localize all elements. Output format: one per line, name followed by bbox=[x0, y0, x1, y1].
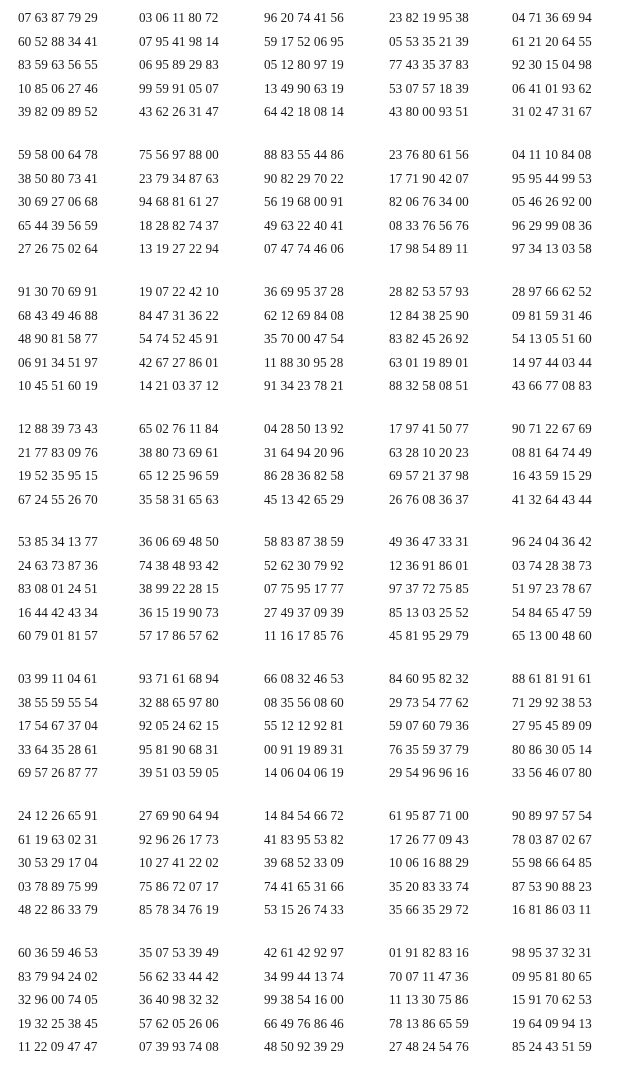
number-group: 23 76 80 61 56 bbox=[389, 147, 469, 162]
number-group: 08 81 64 74 49 bbox=[512, 444, 592, 460]
number-group: 69 57 26 87 77 bbox=[18, 765, 98, 780]
number-group: 11 13 30 75 86 bbox=[389, 992, 469, 1007]
number-group: 26 76 08 36 37 bbox=[389, 491, 469, 507]
number-group: 36 40 98 32 32 bbox=[139, 992, 219, 1007]
number-row bbox=[0, 530, 629, 554]
number-group: 61 95 87 71 00 bbox=[389, 808, 469, 823]
number-group: 14 21 03 37 12 bbox=[139, 378, 219, 393]
number-group: 95 95 44 99 53 bbox=[512, 170, 592, 186]
number-group: 35 70 00 47 54 bbox=[264, 331, 344, 346]
number-group: 29 54 96 96 16 bbox=[389, 765, 469, 780]
number-group: 96 29 99 08 36 bbox=[512, 217, 592, 233]
number-group: 08 33 76 56 76 bbox=[389, 217, 469, 233]
number-group: 65 02 76 11 84 bbox=[139, 421, 219, 436]
number-group: 54 74 52 45 91 bbox=[139, 331, 219, 346]
number-group: 65 12 25 96 59 bbox=[139, 468, 219, 483]
number-group: 90 89 97 57 54 bbox=[512, 808, 592, 823]
number-group: 14 06 04 06 19 bbox=[264, 765, 344, 780]
number-group: 42 67 27 86 01 bbox=[139, 354, 219, 370]
number-group: 75 56 97 88 00 bbox=[139, 147, 219, 162]
number-group: 58 83 87 38 59 bbox=[264, 534, 344, 549]
number-group: 69 57 21 37 98 bbox=[389, 468, 469, 483]
number-group: 70 07 11 47 36 bbox=[389, 968, 469, 984]
number-block-8 bbox=[0, 941, 629, 1059]
number-group: 17 26 77 09 43 bbox=[389, 831, 469, 847]
number-group: 91 30 70 69 91 bbox=[18, 284, 98, 299]
number-group: 13 49 90 63 19 bbox=[264, 80, 344, 96]
number-row bbox=[0, 804, 629, 828]
number-group: 06 91 34 51 97 bbox=[18, 354, 98, 370]
number-group: 07 63 87 79 29 bbox=[18, 10, 98, 25]
number-group: 51 97 23 78 67 bbox=[512, 581, 592, 596]
number-group: 61 21 20 64 55 bbox=[512, 33, 592, 49]
number-group: 18 28 82 74 37 bbox=[139, 217, 219, 233]
number-group: 45 13 42 65 29 bbox=[264, 491, 344, 507]
number-group: 12 88 39 73 43 bbox=[18, 421, 98, 436]
number-group: 60 79 01 81 57 bbox=[18, 628, 98, 643]
number-row bbox=[0, 851, 629, 875]
number-group: 55 98 66 64 85 bbox=[512, 855, 592, 870]
number-group: 16 44 42 43 34 bbox=[18, 604, 98, 620]
number-group: 43 62 26 31 47 bbox=[139, 104, 219, 119]
number-group: 59 17 52 06 95 bbox=[264, 33, 344, 49]
number-group: 74 41 65 31 66 bbox=[264, 878, 344, 894]
number-group: 82 06 76 34 00 bbox=[389, 194, 469, 209]
number-group: 17 97 41 50 77 bbox=[389, 421, 469, 436]
number-group: 77 43 35 37 83 bbox=[389, 57, 469, 72]
number-group: 38 55 59 55 54 bbox=[18, 694, 98, 710]
number-group: 59 58 00 64 78 bbox=[18, 147, 98, 162]
number-group: 93 71 61 68 94 bbox=[139, 671, 219, 686]
number-group: 42 61 42 92 97 bbox=[264, 945, 344, 960]
number-row bbox=[0, 488, 629, 512]
number-group: 10 85 06 27 46 bbox=[18, 80, 98, 96]
number-group: 56 19 68 00 91 bbox=[264, 194, 344, 209]
number-row bbox=[0, 237, 629, 261]
number-row bbox=[0, 441, 629, 465]
number-block-3 bbox=[0, 280, 629, 398]
number-group: 15 91 70 62 53 bbox=[512, 992, 592, 1007]
number-group: 92 96 26 17 73 bbox=[139, 831, 219, 847]
number-group: 92 05 24 62 15 bbox=[139, 718, 219, 733]
number-group: 55 12 12 92 81 bbox=[264, 718, 344, 733]
number-group: 88 83 55 44 86 bbox=[264, 147, 344, 162]
number-group: 27 69 90 64 94 bbox=[139, 808, 219, 823]
number-group: 95 81 90 68 31 bbox=[139, 741, 219, 757]
number-group: 14 84 54 66 72 bbox=[264, 808, 344, 823]
number-row bbox=[0, 53, 629, 77]
number-group: 91 34 23 78 21 bbox=[264, 378, 344, 393]
number-row bbox=[0, 624, 629, 648]
number-group: 97 37 72 75 85 bbox=[389, 581, 469, 596]
number-group: 84 47 31 36 22 bbox=[139, 307, 219, 323]
number-group: 07 39 93 74 08 bbox=[139, 1039, 219, 1054]
number-group: 75 86 72 07 17 bbox=[139, 878, 219, 894]
number-group: 05 12 80 97 19 bbox=[264, 57, 344, 72]
number-group: 65 13 00 48 60 bbox=[512, 628, 592, 643]
number-row bbox=[0, 828, 629, 852]
number-group: 32 96 00 74 05 bbox=[18, 992, 98, 1007]
number-block-7 bbox=[0, 804, 629, 922]
number-group: 10 06 16 88 29 bbox=[389, 855, 469, 870]
number-row bbox=[0, 714, 629, 738]
number-group: 86 28 36 82 58 bbox=[264, 468, 344, 483]
number-group: 48 50 92 39 29 bbox=[264, 1039, 344, 1054]
number-group: 63 28 10 20 23 bbox=[389, 444, 469, 460]
number-group: 45 81 95 29 79 bbox=[389, 628, 469, 643]
number-group: 88 32 58 08 51 bbox=[389, 378, 469, 393]
number-group: 04 11 10 84 08 bbox=[512, 147, 592, 162]
number-group: 85 24 43 51 59 bbox=[512, 1039, 592, 1054]
number-group: 84 60 95 82 32 bbox=[389, 671, 469, 686]
number-block-2 bbox=[0, 143, 629, 261]
number-group: 54 84 65 47 59 bbox=[512, 604, 592, 620]
number-group: 49 36 47 33 31 bbox=[389, 534, 469, 549]
number-group: 32 88 65 97 80 bbox=[139, 694, 219, 710]
number-group: 35 07 53 39 49 bbox=[139, 945, 219, 960]
number-group: 29 73 54 77 62 bbox=[389, 694, 469, 710]
number-row bbox=[0, 351, 629, 375]
number-group: 14 97 44 03 44 bbox=[512, 354, 592, 370]
number-group: 48 90 81 58 77 bbox=[18, 331, 98, 346]
number-row bbox=[0, 374, 629, 398]
number-row bbox=[0, 77, 629, 101]
number-group: 57 62 05 26 06 bbox=[139, 1015, 219, 1031]
number-group: 38 50 80 73 41 bbox=[18, 170, 98, 186]
number-group: 31 64 94 20 96 bbox=[264, 444, 344, 460]
number-row bbox=[0, 1012, 629, 1036]
number-group: 78 13 86 65 59 bbox=[389, 1015, 469, 1031]
number-row bbox=[0, 304, 629, 328]
number-group: 52 62 30 79 92 bbox=[264, 557, 344, 573]
number-group: 12 36 91 86 01 bbox=[389, 557, 469, 573]
number-group: 41 32 64 43 44 bbox=[512, 491, 592, 507]
number-row bbox=[0, 691, 629, 715]
number-row bbox=[0, 1035, 629, 1059]
number-group: 06 41 01 93 62 bbox=[512, 80, 592, 96]
number-block-1 bbox=[0, 6, 629, 124]
number-group: 90 82 29 70 22 bbox=[264, 170, 344, 186]
number-row bbox=[0, 464, 629, 488]
number-group: 01 91 82 83 16 bbox=[389, 945, 469, 960]
number-row bbox=[0, 577, 629, 601]
number-group: 13 19 27 22 94 bbox=[139, 241, 219, 256]
number-group: 16 43 59 15 29 bbox=[512, 468, 592, 483]
number-group: 03 06 11 80 72 bbox=[139, 10, 219, 25]
number-group: 83 79 94 24 02 bbox=[18, 968, 98, 984]
number-group: 98 95 37 32 31 bbox=[512, 945, 592, 960]
number-row bbox=[0, 875, 629, 899]
number-group: 19 32 25 38 45 bbox=[18, 1015, 98, 1031]
number-group: 38 80 73 69 61 bbox=[139, 444, 219, 460]
number-group: 38 99 22 28 15 bbox=[139, 581, 219, 596]
number-group: 83 59 63 56 55 bbox=[18, 57, 98, 72]
number-group: 99 38 54 16 00 bbox=[264, 992, 344, 1007]
number-group: 54 13 05 51 60 bbox=[512, 331, 592, 346]
number-group: 56 62 33 44 42 bbox=[139, 968, 219, 984]
number-group: 97 34 13 03 58 bbox=[512, 241, 592, 256]
number-group: 27 95 45 89 09 bbox=[512, 718, 592, 733]
number-group: 07 75 95 17 77 bbox=[264, 581, 344, 596]
number-group: 48 22 86 33 79 bbox=[18, 902, 98, 917]
number-group: 61 19 63 02 31 bbox=[18, 831, 98, 847]
number-group: 85 13 03 25 52 bbox=[389, 604, 469, 620]
number-block-5 bbox=[0, 530, 629, 648]
number-row bbox=[0, 190, 629, 214]
number-group: 96 20 74 41 56 bbox=[264, 10, 344, 25]
number-group: 07 47 74 46 06 bbox=[264, 241, 344, 256]
number-row bbox=[0, 30, 629, 54]
number-group: 36 69 95 37 28 bbox=[264, 284, 344, 299]
number-group: 17 71 90 42 07 bbox=[389, 170, 469, 186]
number-row bbox=[0, 280, 629, 304]
number-group: 10 45 51 60 19 bbox=[18, 378, 98, 393]
number-group: 17 98 54 89 11 bbox=[389, 241, 469, 256]
number-group: 21 77 83 09 76 bbox=[18, 444, 98, 460]
number-group: 60 52 88 34 41 bbox=[18, 33, 98, 49]
number-group: 76 35 59 37 79 bbox=[389, 741, 469, 757]
number-group: 88 61 81 91 61 bbox=[512, 671, 592, 686]
number-group: 96 24 04 36 42 bbox=[512, 534, 592, 549]
number-group: 03 99 11 04 61 bbox=[18, 671, 98, 686]
number-row bbox=[0, 941, 629, 965]
number-group: 83 08 01 24 51 bbox=[18, 581, 98, 596]
number-row bbox=[0, 761, 629, 785]
number-row bbox=[0, 965, 629, 989]
number-group: 19 64 09 94 13 bbox=[512, 1015, 592, 1031]
number-group: 03 74 28 38 73 bbox=[512, 557, 592, 573]
number-group: 49 63 22 40 41 bbox=[264, 217, 344, 233]
number-group: 00 91 19 89 31 bbox=[264, 741, 344, 757]
number-group: 04 71 36 69 94 bbox=[512, 10, 592, 25]
number-group: 53 15 26 74 33 bbox=[264, 902, 344, 917]
number-group: 74 38 48 93 42 bbox=[139, 557, 219, 573]
number-group: 11 22 09 47 47 bbox=[18, 1039, 98, 1054]
number-group: 60 36 59 46 53 bbox=[18, 945, 98, 960]
number-group: 08 35 56 08 60 bbox=[264, 694, 344, 710]
number-group: 53 07 57 18 39 bbox=[389, 80, 469, 96]
number-group: 28 97 66 62 52 bbox=[512, 284, 592, 299]
number-group: 87 53 90 88 23 bbox=[512, 878, 592, 894]
number-group: 03 78 89 75 99 bbox=[18, 878, 98, 894]
number-group: 63 01 19 89 01 bbox=[389, 354, 469, 370]
number-row bbox=[0, 167, 629, 191]
number-group: 10 27 41 22 02 bbox=[139, 855, 219, 870]
number-group: 30 53 29 17 04 bbox=[18, 855, 98, 870]
number-group: 71 29 92 38 53 bbox=[512, 694, 592, 710]
number-row bbox=[0, 601, 629, 625]
number-group: 68 43 49 46 88 bbox=[18, 307, 98, 323]
number-group: 33 64 35 28 61 bbox=[18, 741, 98, 757]
number-group: 94 68 81 61 27 bbox=[139, 194, 219, 209]
number-group: 33 56 46 07 80 bbox=[512, 765, 592, 780]
number-group: 99 59 91 05 07 bbox=[139, 80, 219, 96]
number-row bbox=[0, 898, 629, 922]
number-group: 66 08 32 46 53 bbox=[264, 671, 344, 686]
number-group: 09 95 81 80 65 bbox=[512, 968, 592, 984]
number-group: 59 07 60 79 36 bbox=[389, 718, 469, 733]
number-group: 65 44 39 56 59 bbox=[18, 217, 98, 233]
number-row bbox=[0, 327, 629, 351]
number-group: 85 78 34 76 19 bbox=[139, 902, 219, 917]
number-row bbox=[0, 6, 629, 30]
number-group: 17 54 67 37 04 bbox=[18, 718, 98, 733]
number-group: 28 82 53 57 93 bbox=[389, 284, 469, 299]
number-group: 27 49 37 09 39 bbox=[264, 604, 344, 620]
number-group: 12 84 38 25 90 bbox=[389, 307, 469, 323]
number-group: 24 12 26 65 91 bbox=[18, 808, 98, 823]
number-row bbox=[0, 667, 629, 691]
number-group: 90 71 22 67 69 bbox=[512, 421, 592, 436]
number-group: 31 02 47 31 67 bbox=[512, 104, 592, 119]
number-block-4 bbox=[0, 417, 629, 511]
number-group: 35 58 31 65 63 bbox=[139, 491, 219, 507]
number-group: 43 66 77 08 83 bbox=[512, 378, 592, 393]
number-group: 09 81 59 31 46 bbox=[512, 307, 592, 323]
number-group: 11 16 17 85 76 bbox=[264, 628, 344, 643]
number-group: 05 46 26 92 00 bbox=[512, 194, 592, 209]
number-group: 27 26 75 02 64 bbox=[18, 241, 98, 256]
number-group: 19 07 22 42 10 bbox=[139, 284, 219, 299]
number-group: 92 30 15 04 98 bbox=[512, 57, 592, 72]
number-group: 66 49 76 86 46 bbox=[264, 1015, 344, 1031]
number-group: 06 95 89 29 83 bbox=[139, 57, 219, 72]
number-group: 05 53 35 21 39 bbox=[389, 33, 469, 49]
number-group: 27 48 24 54 76 bbox=[389, 1039, 469, 1054]
number-group: 39 68 52 33 09 bbox=[264, 855, 344, 870]
number-group: 34 99 44 13 74 bbox=[264, 968, 344, 984]
number-group: 36 15 19 90 73 bbox=[139, 604, 219, 620]
number-row bbox=[0, 100, 629, 124]
number-row bbox=[0, 214, 629, 238]
number-group: 78 03 87 02 67 bbox=[512, 831, 592, 847]
number-group: 23 82 19 95 38 bbox=[389, 10, 469, 25]
number-group: 19 52 35 95 15 bbox=[18, 468, 98, 483]
number-group: 35 66 35 29 72 bbox=[389, 902, 469, 917]
number-group: 80 86 30 05 14 bbox=[512, 741, 592, 757]
number-group: 53 85 34 13 77 bbox=[18, 534, 98, 549]
number-row bbox=[0, 738, 629, 762]
number-row bbox=[0, 554, 629, 578]
number-group: 23 79 34 87 63 bbox=[139, 170, 219, 186]
number-group: 30 69 27 06 68 bbox=[18, 194, 98, 209]
number-group: 67 24 55 26 70 bbox=[18, 491, 98, 507]
number-group: 39 82 09 89 52 bbox=[18, 104, 98, 119]
number-group: 11 88 30 95 28 bbox=[264, 354, 344, 370]
number-row bbox=[0, 417, 629, 441]
number-group: 62 12 69 84 08 bbox=[264, 307, 344, 323]
number-group: 41 83 95 53 82 bbox=[264, 831, 344, 847]
number-group: 07 95 41 98 14 bbox=[139, 33, 219, 49]
number-group: 36 06 69 48 50 bbox=[139, 534, 219, 549]
number-group: 35 20 83 33 74 bbox=[389, 878, 469, 894]
number-group: 39 51 03 59 05 bbox=[139, 765, 219, 780]
number-group: 16 81 86 03 11 bbox=[512, 902, 592, 917]
number-group: 24 63 73 87 36 bbox=[18, 557, 98, 573]
number-group: 64 42 18 08 14 bbox=[264, 104, 344, 119]
number-group: 04 28 50 13 92 bbox=[264, 421, 344, 436]
number-row bbox=[0, 988, 629, 1012]
number-group: 83 82 45 26 92 bbox=[389, 331, 469, 346]
number-group: 43 80 00 93 51 bbox=[389, 104, 469, 119]
number-group: 57 17 86 57 62 bbox=[139, 628, 219, 643]
number-row bbox=[0, 143, 629, 167]
number-block-6 bbox=[0, 667, 629, 785]
